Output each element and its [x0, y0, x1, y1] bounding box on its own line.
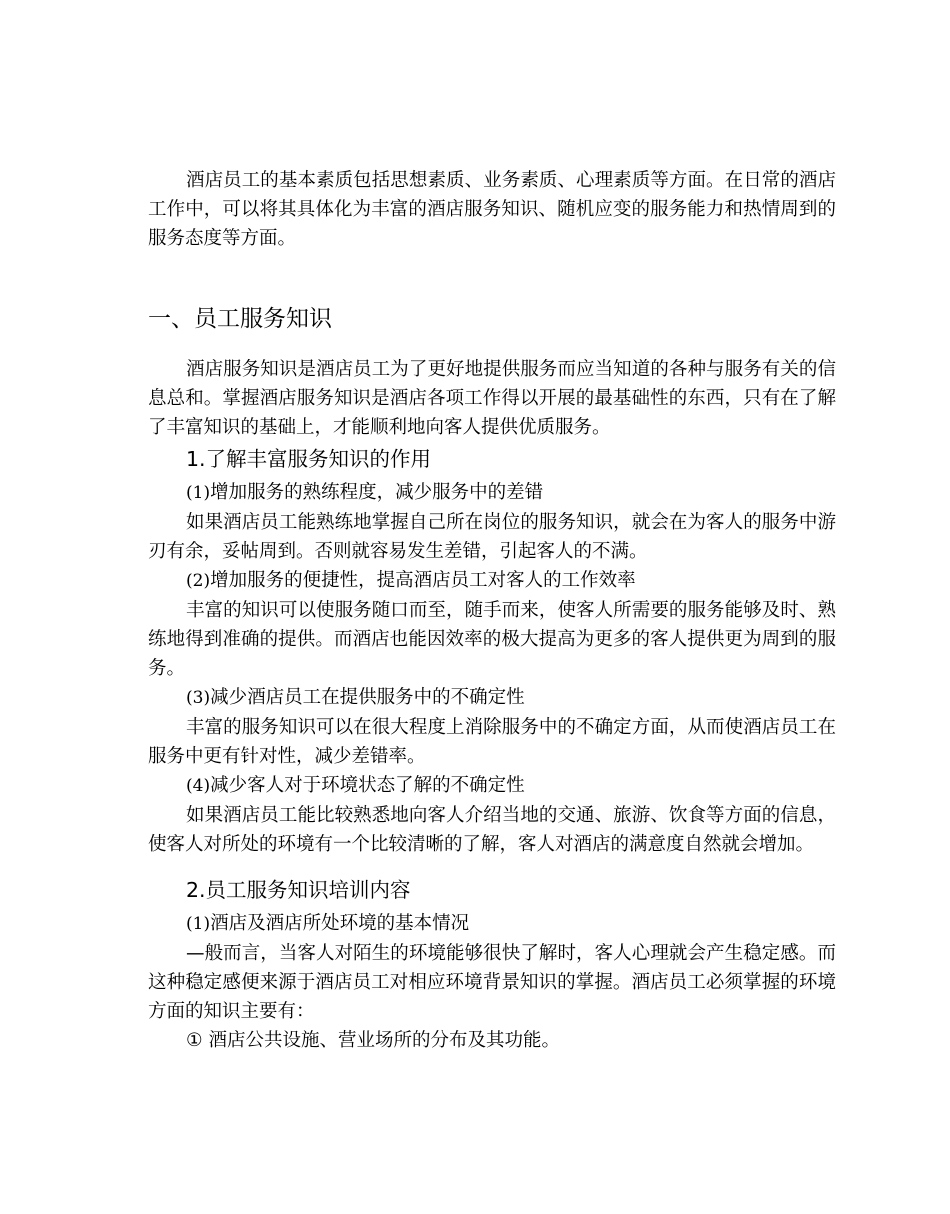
sub2-item-1-body: —般而言，当客人对陌生的环境能够很快了解时，客人心理就会产生稳定感。而这种稳定感便来源于酒店员工对相应环境背景知识的掌握。酒店员工必须掌握的环境方面的知识主要有： [148, 943, 836, 1022]
sub2-item-1-heading: (1)酒店及酒店所处环境的基本情况 [186, 913, 470, 934]
subsection-2-title: 2.员工服务知识培训内容 [186, 878, 411, 902]
item-4-heading: (4)减少客人对于环境状态了解的不确定性 [186, 775, 525, 796]
item-4-body: 如果酒店员工能比较熟悉地向客人介绍当地的交通、旅游、饮食等方面的信息，使客人对所处的环境有一个比较清晰的了解，客人对酒店的满意度自然就会增加。 [148, 805, 836, 855]
sub2-point-1: ① 酒店公共设施、营业场所的分布及其功能。 [186, 1030, 560, 1051]
subsection-1-title: 1.了解丰富服务知识的作用 [186, 447, 432, 471]
section-1-title: 一、员工服务知识 [148, 306, 332, 332]
item-3-heading: (3)减少酒店员工在提供服务中的不确定性 [186, 687, 525, 708]
document-page [148, 166, 836, 1055]
item-2-heading: (2)增加服务的便捷性，提高酒店员工对客人的工作效率 [186, 570, 636, 591]
section-1-body: 酒店服务知识是酒店员工为了更好地提供服务而应当知道的各种与服务有关的信息总和。掌握酒店服务知识是酒店各项工作得以开展的最基础性的东西，只有在了解了丰富知识的基础上，才能顺利地向客人提供优质服务。 [148, 359, 836, 438]
item-1-heading: (1)增加服务的熟练程度，减少服务中的差错 [186, 482, 544, 503]
intro-paragraph: 酒店员工的基本素质包括思想素质、业务素质、心理素质等方面。在日常的酒店工作中，可以将其具体化为丰富的酒店服务知识、随机应变的服务能力和热情周到的服务态度等方面。 [148, 170, 836, 249]
item-3-body: 丰富的服务知识可以在很大程度上消除服务中的不确定方面，从而使酒店员工在服务中更有针对性，减少差错率。 [148, 717, 836, 767]
item-2-body: 丰富的知识可以使服务随口而至，随手而来，使客人所需要的服务能够及时、熟练地得到准确的提供。而酒店也能因效率的极大提高为更多的客人提供更为周到的服务。 [148, 600, 836, 679]
item-1-body: 如果酒店员工能熟练地掌握自己所在岗位的服务知识，就会在为客人的服务中游刃有余，妥帖周到。否则就容易发生差错，引起客人的不满。 [148, 512, 836, 562]
